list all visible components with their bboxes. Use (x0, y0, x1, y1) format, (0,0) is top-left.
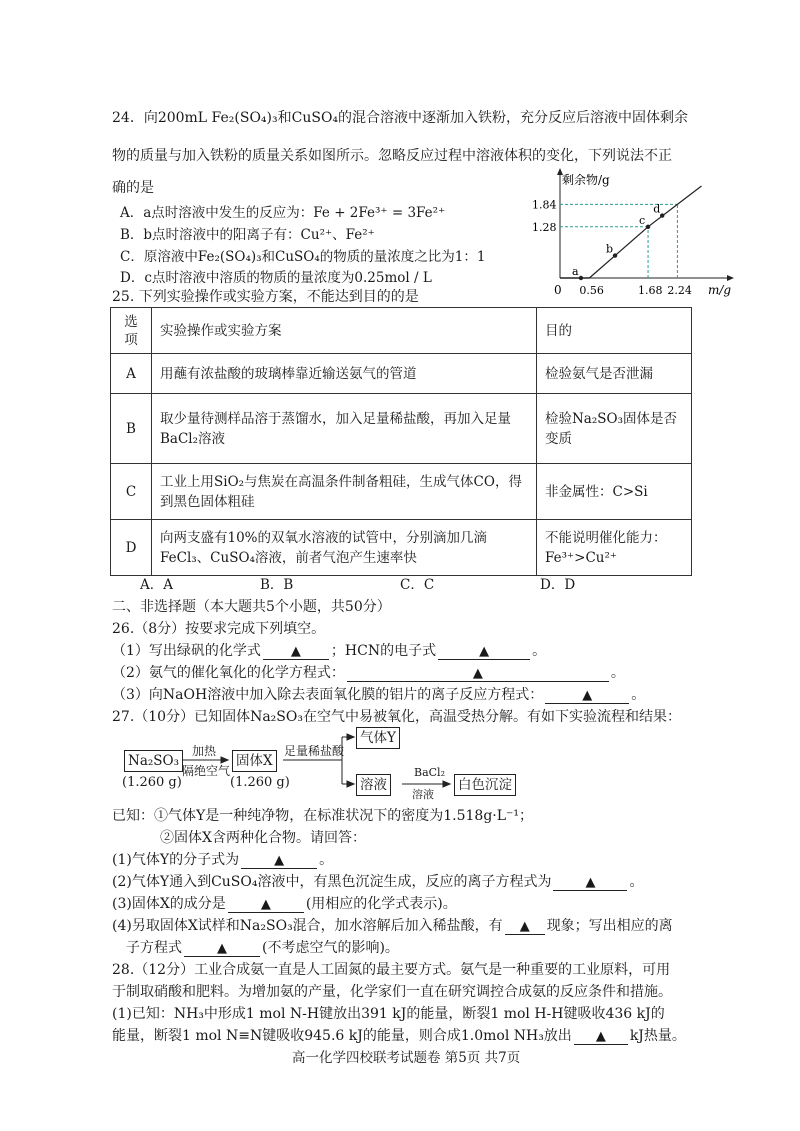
q24-stem-line3: 确的是 (112, 180, 154, 196)
row-operation: 向两支盛有10%的双氧水溶液的试管中，分别滴加几滴FeCl₃、CuSO₄溶液，前者气泡产生速率快 (152, 520, 537, 576)
flow-box-gas-y: 气体Y (356, 727, 400, 749)
table-row (111, 354, 692, 394)
row-operation: 用蘸有浓盐酸的玻璃棒靠近输送氨气的管道 (152, 354, 537, 394)
chart-x-tick-label: 2.24 (667, 284, 692, 297)
q26-l2-text: （2）氨气的催化氧化的化学方程式： (112, 665, 345, 681)
blank-triangle-icon: ▲ (519, 919, 530, 934)
table-row (111, 394, 692, 464)
q27-part3 (112, 894, 457, 914)
q24-stem-line1: 24．向200mL Fe₂(SO₄)₃和CuSO₄的混合溶液中逐渐加入铁粉，充分反应后溶液中固体剩余 (112, 110, 689, 126)
q27-part4-cont (126, 938, 399, 958)
chart-origin-label: 0 (554, 283, 562, 297)
table-header-row (111, 308, 692, 354)
header-option: 选项 (111, 308, 152, 354)
q26-l1-text: （1）写出绿矾的化学式 (112, 643, 261, 659)
blank-triangle-icon: ▲ (479, 644, 490, 659)
q27-p4-text: (4)另取固体X试样和Na₂SO₃混合，加水溶解后加入稀盐酸，有 (112, 918, 503, 934)
q27-p1-text: (1)气体Y的分子式为 (112, 852, 240, 868)
flow-step3-top: BaCl₂ (414, 766, 445, 779)
q26-l1-text2: ；HCN的电子式 (330, 643, 437, 659)
flow-box-precipitate: 白色沉淀 (454, 774, 516, 796)
chart-ylabel: 剩余物/g (562, 173, 610, 187)
q24-stem-line2: 物的质量与加入铁粉的质量关系如图所示。忽略反应过程中溶液体积的变化，下列说法不正 (112, 148, 672, 164)
q25-choice-a: A．A (140, 577, 173, 593)
row-aim: 检验Na₂SO₃固体是否变质 (537, 394, 692, 464)
q28-l4-end: kJ热量。 (629, 1028, 686, 1044)
flow-box-solid-x: 固体X (232, 750, 277, 772)
q26-l3-end: 。 (631, 687, 646, 703)
q27-p1-end: 。 (319, 852, 334, 868)
q26-line3 (112, 685, 645, 705)
q27-p3-end: (用相应的化学式表示)。 (305, 896, 457, 912)
q26-line1 (112, 641, 546, 661)
q25-table (110, 307, 692, 576)
chart-y-tick-label: 1.84 (532, 198, 557, 212)
answer-blank[interactable] (184, 941, 260, 957)
row-option: D (111, 520, 152, 576)
chart-y-tick-label: 1.28 (532, 220, 557, 234)
blank-triangle-icon: ▲ (260, 897, 271, 912)
chart-point-label: a (571, 265, 579, 278)
answer-blank[interactable] (545, 688, 629, 704)
blank-triangle-icon: ▲ (595, 1029, 606, 1044)
q27-p2-text: (2)气体Y通入到CuSO₄溶液中，有黑色沉淀生成，反应的离子方程式为 (112, 874, 552, 890)
q27-part4 (112, 916, 673, 936)
row-operation: 取少量待测样品溶于蒸馏水，加入足量稀盐酸，再加入足量BaCl₂溶液 (152, 394, 537, 464)
q26-l2-end: 。 (610, 665, 625, 681)
q27-part2 (112, 872, 643, 892)
chart-x-tick-label: 1.68 (638, 284, 663, 297)
chart-xlabel: m/g (708, 283, 732, 297)
q27-p4-end: (不考虑空气的影响)。 (262, 940, 399, 956)
q24-option-d: D．c点时溶液中溶质的物质的量浓度为0.25mol / L (120, 270, 432, 286)
q27-p2-end: 。 (629, 874, 644, 890)
chart-series-line (589, 186, 701, 278)
blank-triangle-icon: ▲ (585, 875, 596, 890)
header-aim: 目的 (537, 308, 692, 354)
chart-point-b (613, 253, 617, 257)
row-option: A (111, 354, 152, 394)
q26-line2 (112, 663, 625, 683)
q27-known1: 已知：①气体Y是一种纯净物，在标准状况下的密度为1.518g·L⁻¹； (112, 808, 534, 824)
answer-blank[interactable] (505, 919, 545, 935)
chart-point-d (660, 213, 664, 217)
answer-blank[interactable] (228, 897, 304, 913)
q28-line2: 于制取硝酸和肥料。为增加氨的产量，化学家们一直在研究调控合成氨的反应条件和措施。 (112, 984, 672, 1000)
chart-point-label: c (639, 213, 646, 227)
flow-step2: 足量稀盐酸 (284, 744, 345, 758)
section-two-heading: 二、非选择题（本大题共5个小题，共50分） (112, 599, 391, 615)
chart-point-c (646, 225, 650, 229)
blank-triangle-icon: ▲ (472, 666, 483, 681)
row-option: B (111, 394, 152, 464)
row-aim: 检验氨气是否泄漏 (537, 354, 692, 394)
answer-blank[interactable] (438, 644, 530, 660)
answer-blank[interactable] (574, 1029, 628, 1045)
q24-option-b: B．b点时溶液中的阳离子有：Cu²⁺、Fe²⁺ (120, 227, 375, 243)
page-footer: 高一化学四校联考试题卷 第5页 共7页 (292, 1050, 521, 1066)
chart-x-axis-arrow (727, 275, 734, 281)
q24-option-c: C．原溶液中Fe₂(SO₄)₃和CuSO₄的物质的量浓度之比为1：1 (120, 249, 486, 265)
row-operation: 工业上用SiO₂与焦炭在高温条件制备粗硅，生成气体CO，得到黑色固体粗硅 (152, 464, 537, 520)
q25-choice-b: B．B (260, 577, 294, 593)
chart-point-label: d (653, 202, 661, 216)
q27-p3-text: (3)固体X的成分是 (112, 896, 226, 912)
flow-step1-bottom: 隔绝空气 (182, 764, 231, 778)
answer-blank[interactable] (263, 644, 329, 660)
q27-p4-text2: 现象；写出相应的离 (546, 918, 673, 934)
table-row (111, 520, 692, 576)
q26-l1-end: 。 (532, 643, 547, 659)
q24-option-a: A．a点时溶液中发生的反应为：Fe + 2Fe³⁺ = 3Fe²⁺ (120, 205, 446, 221)
flow-box-start: Na₂SO₃ (124, 750, 183, 772)
blank-triangle-icon: ▲ (582, 688, 593, 703)
q28-l4-text: 能量，断裂1 mol N≡N键吸收945.6 kJ的能量，则合成1.0mol NH₃放出 (112, 1028, 572, 1044)
answer-blank[interactable] (347, 666, 609, 682)
chart-point-label: b (606, 242, 614, 256)
q28-line1: 28.（12分）工业合成氨一直是人工固氮的最主要方式。氨气是一种重要的工业原料，可用 (112, 962, 671, 978)
row-aim: 非金属性：C>Si (537, 464, 692, 520)
chart-point-a (579, 276, 583, 280)
blank-triangle-icon: ▲ (217, 941, 227, 956)
chart-x-tick-label: 0.56 (579, 284, 604, 297)
q24-chart (530, 170, 740, 300)
q27-known2: ②固体X含两种化合物。请回答： (160, 830, 366, 846)
q25-choice-c: C．C (400, 577, 435, 593)
q25-choice-d: D．D (540, 577, 576, 593)
q27-part1 (112, 850, 333, 870)
blank-triangle-icon: ▲ (274, 853, 285, 868)
q27-p4-text3: 子方程式 (126, 940, 182, 956)
row-aim: 不能说明催化能力：Fe³⁺>Cu²⁺ (537, 520, 692, 576)
answer-blank[interactable] (241, 853, 317, 869)
q26-l3-text: （3）向NaOH溶液中加入除去表面氧化膜的铝片的离子反应方程式： (112, 687, 544, 703)
blank-triangle-icon: ▲ (290, 644, 301, 659)
flow-box-solution: 溶液 (356, 774, 391, 796)
flow-step3-bottom: 溶液 (412, 788, 434, 801)
q26-stem: 26.（8分）按要求完成下列填空。 (112, 621, 326, 637)
q28-line3: (1)已知：NH₃中形成1 mol N-H键放出391 kJ的能量，断裂1 mol H-H键吸收436 kJ的 (112, 1006, 665, 1022)
table-row (111, 464, 692, 520)
flow-step1-top: 加热 (192, 744, 217, 758)
flow-start-mass: (1.260 g) (122, 775, 182, 790)
q25-stem: 25. 下列实验操作或实验方案，不能达到目的的是 (112, 289, 419, 305)
q28-line4 (112, 1026, 686, 1046)
answer-blank[interactable] (553, 875, 627, 891)
flow-mid-mass: (1.260 g) (230, 775, 290, 790)
row-option: C (111, 464, 152, 520)
q27-stem: 27.（10分）已知固体Na₂SO₃在空气中易被氧化，高温受热分解。有如下实验流程和结果： (112, 709, 681, 725)
header-operation: 实验操作或实验方案 (152, 308, 537, 354)
